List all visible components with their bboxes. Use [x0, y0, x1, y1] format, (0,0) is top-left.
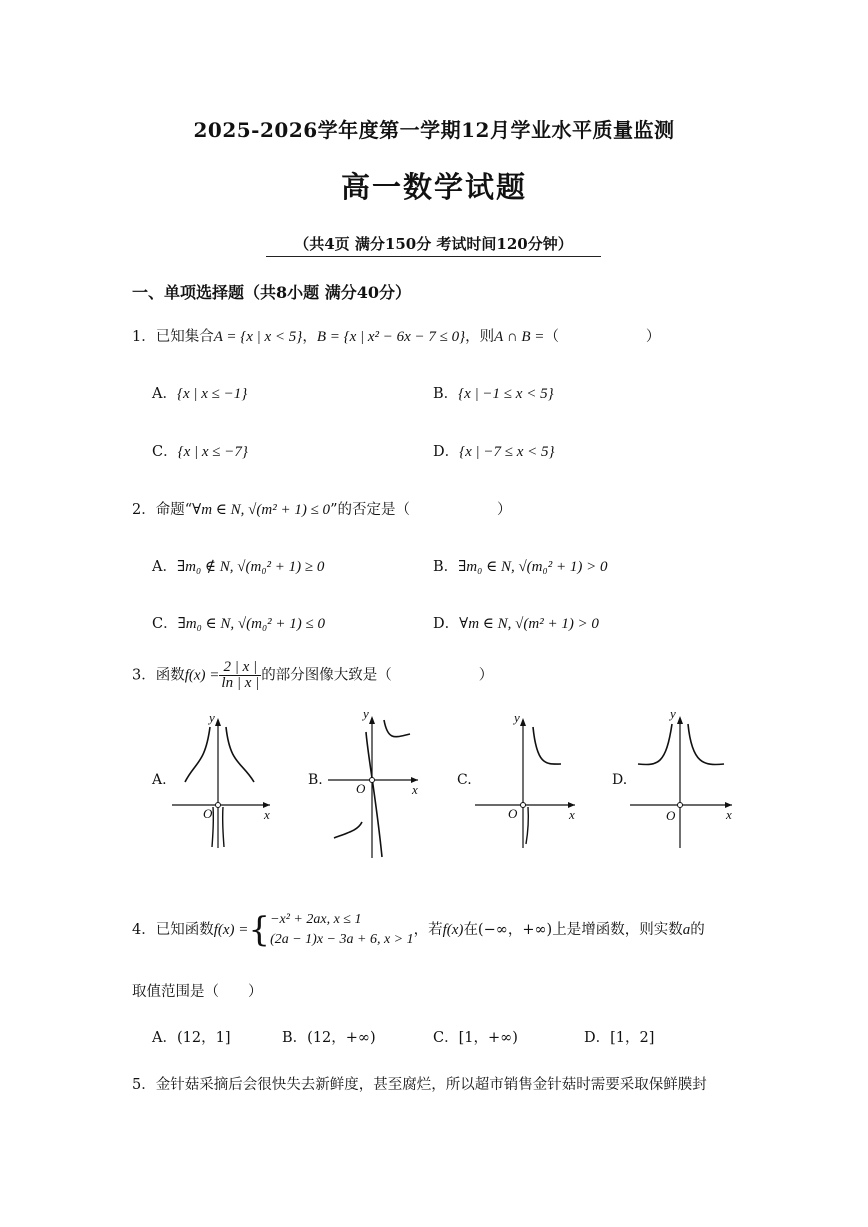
- y-label: y: [670, 706, 676, 721]
- question-number: 4．: [132, 922, 156, 938]
- question-text: 金针菇采摘后会很快失去新鲜度，甚至腐烂，所以超市销售金针菇时需要采取保鲜膜封: [155, 1077, 707, 1093]
- q1-option-d[interactable]: [433, 440, 555, 461]
- graph-label: C.: [457, 772, 472, 788]
- x-label: x: [264, 807, 270, 822]
- q2-option-d[interactable]: [433, 612, 599, 633]
- proposition: ∀m ∈ N, √(m² + 1) ≤ 0: [192, 502, 331, 518]
- option-label: C．: [152, 444, 178, 460]
- curve-right: [533, 727, 561, 764]
- fraction-denominator: ln | x |: [221, 675, 260, 691]
- question-1: [132, 325, 660, 346]
- y-arrow: [369, 716, 375, 724]
- question-prefix: 已知集合: [155, 329, 214, 345]
- option-label: B．: [282, 1030, 308, 1046]
- question-suffix: ，则: [465, 329, 495, 345]
- y-label: y: [363, 706, 369, 721]
- graph-c[interactable]: [455, 712, 585, 850]
- origin-label: O: [203, 806, 213, 821]
- graph-label: D.: [612, 772, 628, 788]
- option-text: {x | −7 ≤ x < 5}: [459, 444, 555, 460]
- origin-hole: [678, 803, 683, 808]
- x-label: x: [726, 807, 732, 822]
- graph-a[interactable]: [150, 712, 280, 850]
- option-text: {x | x ≤ −1}: [176, 386, 248, 402]
- x-label: x: [569, 807, 575, 822]
- option-label: A．: [152, 1030, 177, 1046]
- fraction: [219, 660, 261, 691]
- graph-a-plot: [150, 712, 280, 850]
- question-prefix: 已知函数: [155, 922, 214, 938]
- origin-hole: [521, 803, 526, 808]
- question-number: 2．: [132, 502, 156, 518]
- curve-left: [185, 727, 210, 782]
- graph-d-plot: [610, 712, 740, 850]
- piecewise-cases: [270, 910, 414, 950]
- curve-inner: [526, 807, 528, 844]
- set-a: A = {x | x < 5}: [213, 329, 303, 345]
- question-5: [132, 1073, 707, 1094]
- option-label: A．: [152, 386, 177, 402]
- curve-right: [688, 724, 724, 765]
- q2-option-c[interactable]: [152, 612, 325, 633]
- q2-option-a[interactable]: [152, 555, 324, 576]
- curve-middle: [366, 732, 382, 857]
- curve-left: [638, 724, 672, 765]
- q1-option-c[interactable]: [152, 440, 248, 461]
- y-arrow: [520, 718, 526, 726]
- question-prefix: 函数: [155, 667, 185, 684]
- option-text: ∃m₀ ∈ N, √(m₀² + 1) > 0: [458, 559, 608, 575]
- question-2: [132, 498, 511, 519]
- fraction-numerator: 2 | x |: [219, 660, 261, 676]
- option-label: D．: [433, 616, 460, 632]
- q4-option-a[interactable]: [152, 1026, 230, 1047]
- question-4-line2: 取值范围是（ ）: [132, 984, 263, 1000]
- option-text: [1，+∞): [458, 1030, 518, 1046]
- q4-option-c[interactable]: [433, 1026, 518, 1047]
- option-label: B．: [433, 559, 459, 575]
- graph-c-plot: [455, 712, 585, 850]
- function-name: f(x) =: [184, 667, 220, 684]
- question-suffix: 的部分图像大致是（ ）: [261, 667, 494, 684]
- case-2: (2a − 1)x − 3a + 6, x > 1: [270, 932, 414, 947]
- curve-left: [334, 822, 362, 838]
- option-text: (12，+∞): [307, 1030, 376, 1046]
- option-text: ∃m₀ ∈ N, √(m₀² + 1) ≤ 0: [177, 616, 326, 632]
- option-text: [1，2]: [610, 1030, 655, 1046]
- q4-option-b[interactable]: [282, 1026, 376, 1047]
- option-text: (12，1]: [176, 1030, 231, 1046]
- option-text: {x | x ≤ −7}: [177, 444, 248, 460]
- y-label: y: [514, 710, 520, 725]
- x-label: x: [412, 782, 418, 797]
- case-1: −x² + 2ax, x ≤ 1: [270, 912, 362, 927]
- option-label: B．: [433, 386, 459, 402]
- curve-right: [384, 720, 410, 737]
- question-number: 1．: [132, 329, 156, 345]
- graph-b[interactable]: [306, 706, 436, 860]
- option-label: A．: [152, 559, 177, 575]
- q1-option-a[interactable]: [152, 382, 247, 403]
- origin-hole: [216, 803, 221, 808]
- option-text: ∀m ∈ N, √(m² + 1) > 0: [459, 616, 599, 632]
- question-mid2: 在(−∞，+∞)上是增函数，则实数: [463, 922, 683, 938]
- ask-expression: A ∩ B =: [494, 329, 545, 345]
- answer-paren: （ ）: [544, 329, 661, 345]
- function-ref: f(x): [442, 922, 464, 938]
- origin-label: O: [356, 781, 366, 796]
- y-arrow: [677, 716, 683, 724]
- graph-label: B.: [308, 772, 323, 788]
- option-label: C．: [152, 616, 178, 632]
- question-suffix: ”的否定是（ ）: [330, 502, 512, 518]
- option-label: D．: [433, 444, 460, 460]
- curve-inner-right: [223, 807, 224, 847]
- function-name: f(x) =: [213, 922, 249, 938]
- origin-label: O: [508, 806, 518, 821]
- q4-option-d[interactable]: [584, 1026, 654, 1047]
- question-mid: ，若: [413, 922, 443, 938]
- section-heading: 一、单项选择题（共8小题 满分40分）: [132, 283, 411, 302]
- set-b: B = {x | x² − 6x − 7 ≤ 0}: [316, 329, 466, 345]
- option-text: ∃m₀ ∉ N, √(m₀² + 1) ≥ 0: [176, 559, 325, 575]
- comma: ，: [302, 329, 317, 345]
- question-number: 3．: [132, 667, 156, 684]
- piecewise-brace: {: [248, 910, 271, 950]
- option-label: C．: [433, 1030, 459, 1046]
- question-end: 的: [690, 922, 705, 938]
- question-number: 5．: [132, 1077, 156, 1093]
- y-label: y: [209, 710, 215, 725]
- question-3: [132, 660, 493, 691]
- curve-right: [226, 727, 254, 782]
- y-arrow: [215, 718, 221, 726]
- origin-label: O: [666, 808, 676, 823]
- exam-info: （共4页 满分150分 考试时间120分钟）: [266, 233, 601, 257]
- question-prefix: 命题“: [155, 502, 193, 518]
- origin-hole: [370, 778, 375, 783]
- question-4: [132, 907, 705, 953]
- q2-option-b[interactable]: [433, 555, 607, 576]
- option-label: D．: [584, 1030, 611, 1046]
- subject-title: 高一数学试题: [340, 170, 527, 204]
- variable-a: a: [682, 922, 691, 938]
- q1-option-b[interactable]: [433, 382, 554, 403]
- exam-title: 2025-2026学年度第一学期12月学业水平质量监测: [193, 118, 675, 142]
- option-text: {x | −1 ≤ x < 5}: [458, 386, 554, 402]
- graph-label: A.: [152, 772, 167, 788]
- graph-d[interactable]: [610, 706, 740, 850]
